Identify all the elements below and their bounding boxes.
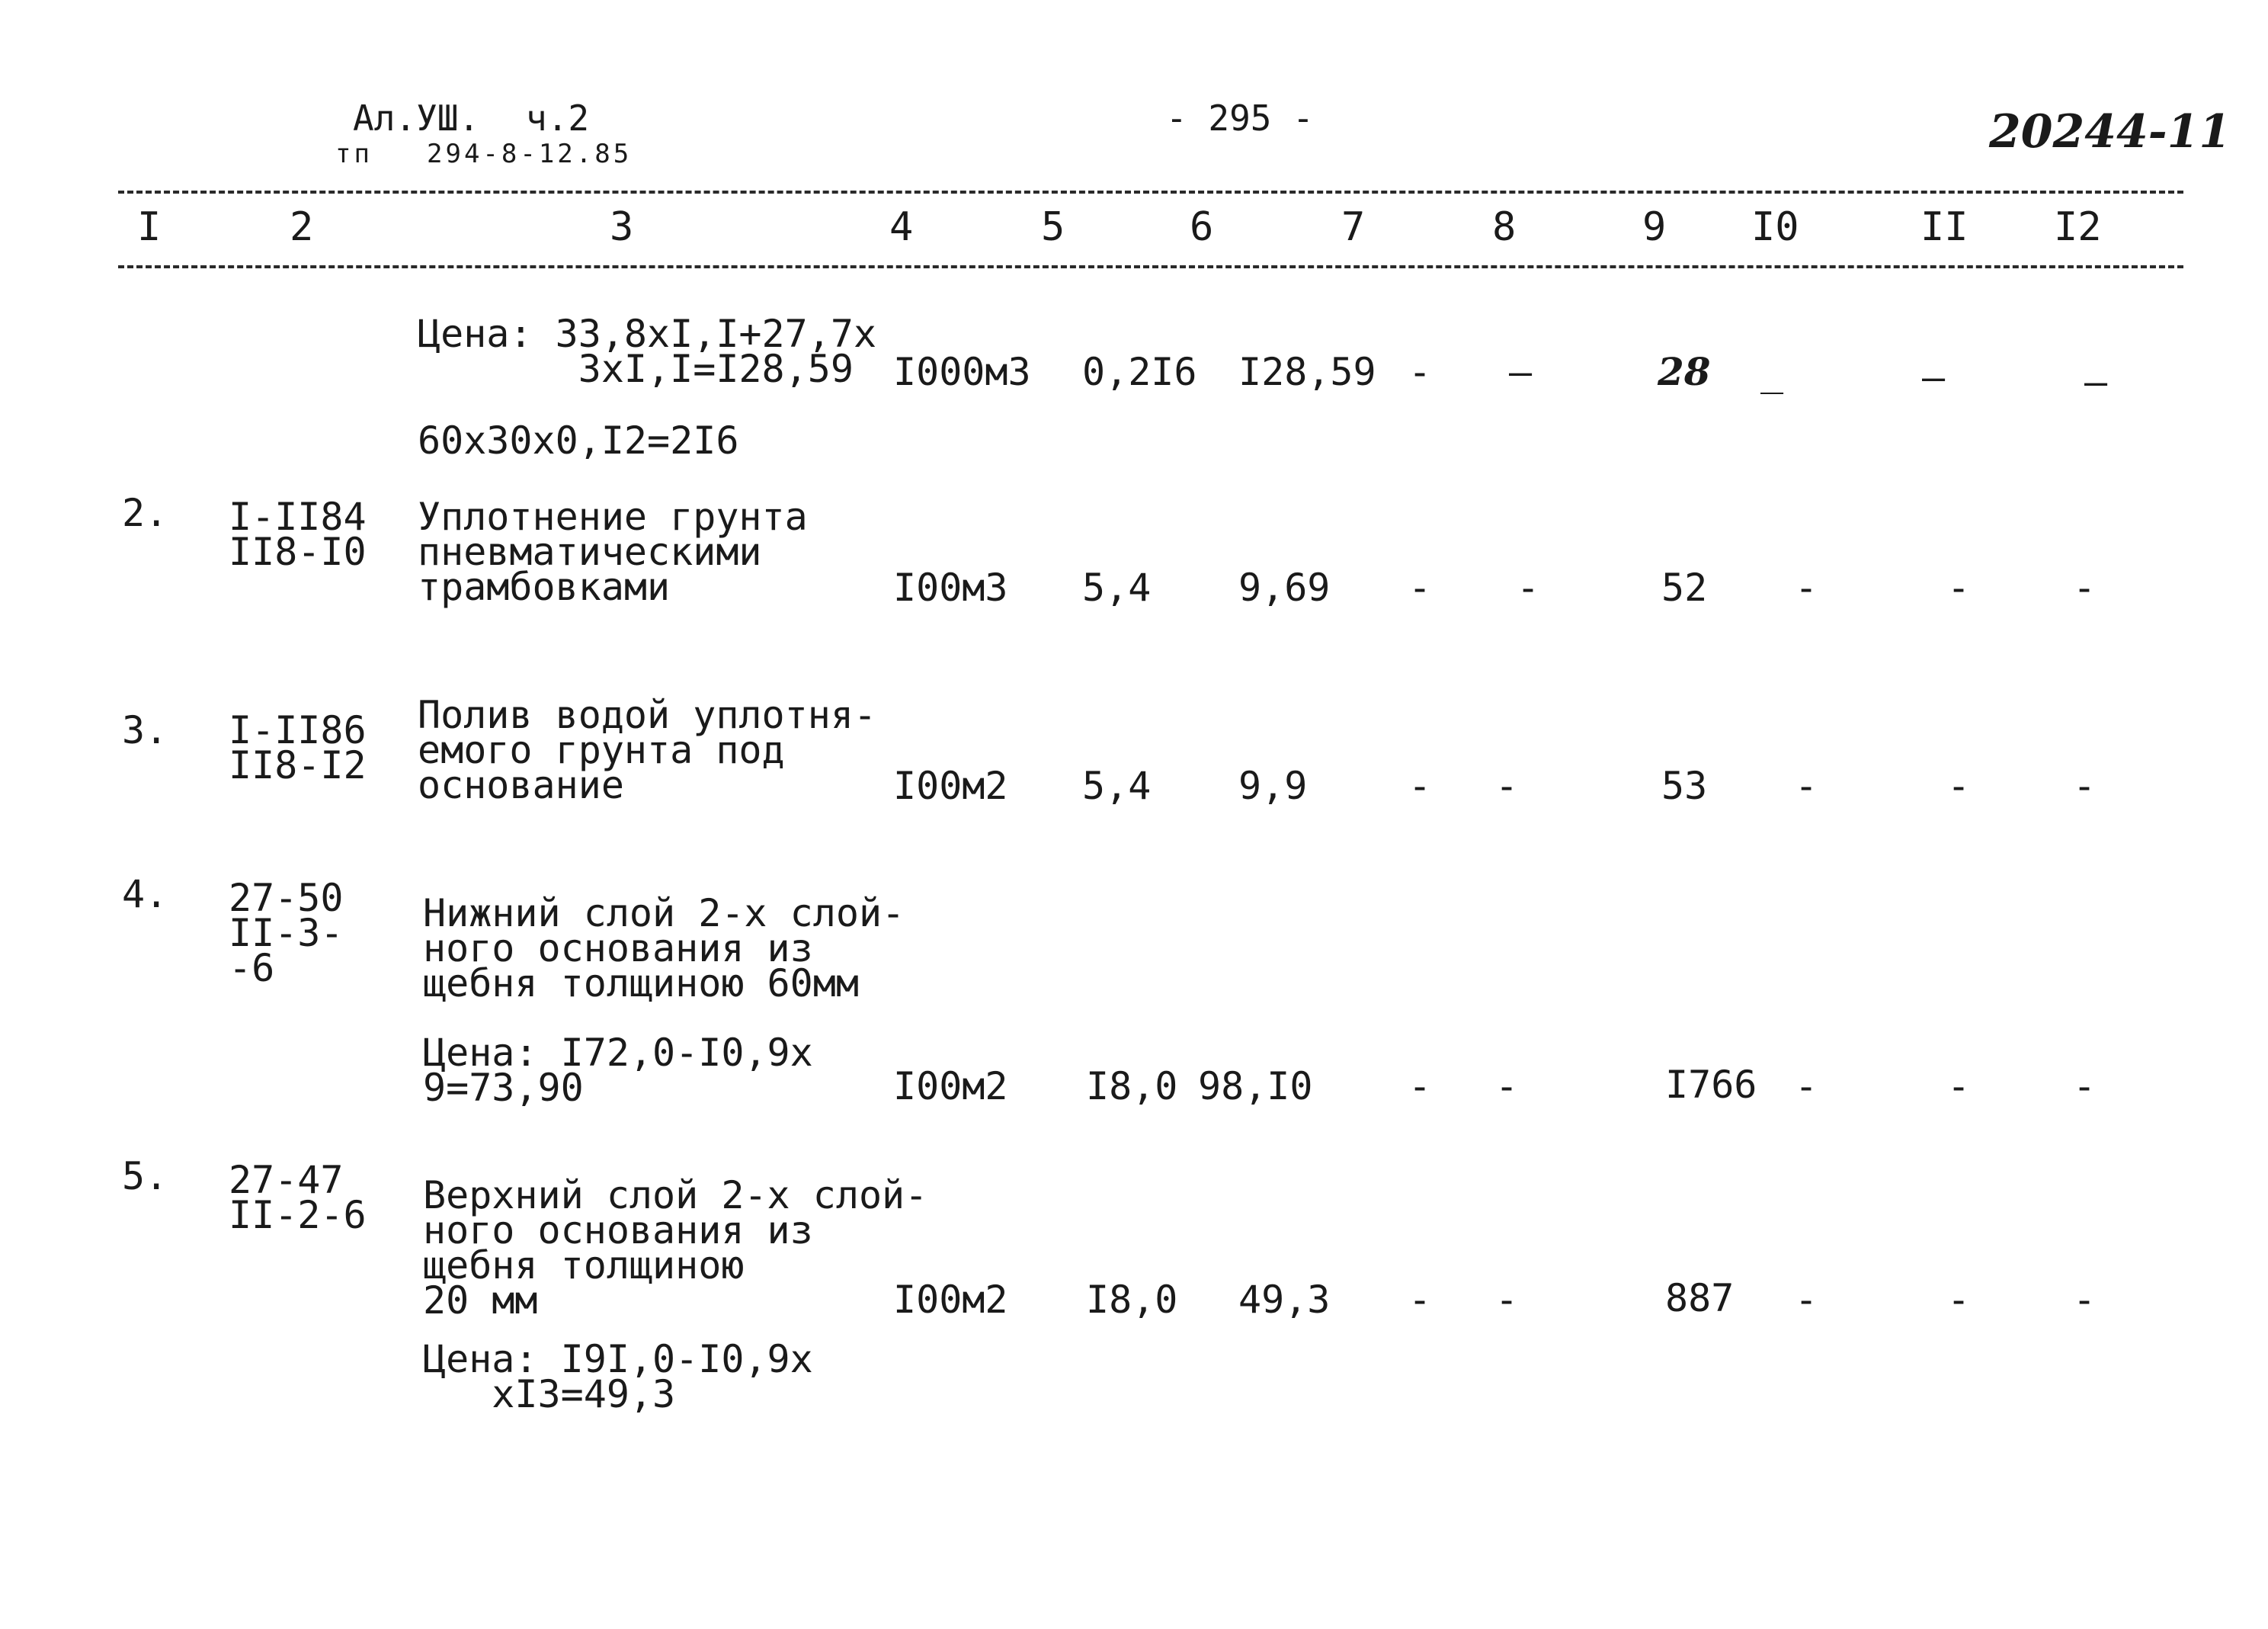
row4-c9: I766: [1665, 1063, 1757, 1107]
row1-c9: 28: [1658, 349, 1711, 394]
row2-c10: -: [1795, 566, 1818, 610]
col-header-5: 5: [1041, 204, 1065, 250]
col-header-7: 7: [1341, 204, 1366, 250]
col-header-1: I: [137, 204, 162, 250]
tp-label: тп: [335, 139, 373, 169]
row1-name: Цена: 33,8хI,I+27,7х 3хI,I=I28,59: [418, 312, 877, 391]
col-header-10: I0: [1751, 204, 1799, 250]
row1-qty: 0,2I6: [1082, 350, 1197, 394]
row3-unit: I00м2: [893, 764, 1008, 808]
row4-code: 27-50 II-3- -6: [229, 876, 344, 990]
row5-num: 5.: [122, 1154, 168, 1198]
row4-c10: -: [1795, 1064, 1818, 1108]
row4-num: 4.: [122, 872, 168, 916]
row1-c7: -: [1408, 350, 1432, 394]
row5-qty: I8,0: [1086, 1278, 1178, 1322]
row3-price: 9,9: [1238, 764, 1308, 808]
row3-num: 3.: [122, 708, 168, 752]
row1-price: I28,59: [1238, 350, 1376, 394]
row1-calc: 60х30х0,I2=2I6: [418, 418, 739, 463]
row1-c8: —: [1509, 350, 1533, 394]
row2-num: 2.: [122, 491, 168, 535]
header-bottom-rule: [118, 265, 2183, 268]
album-label: Ал.УШ.: [353, 98, 480, 139]
col-header-12: I2: [2054, 204, 2102, 250]
row2-code: I-II84 II8-I0: [229, 495, 367, 574]
row5-c12: -: [2073, 1278, 2097, 1322]
row4-qty: I8,0: [1086, 1064, 1178, 1108]
col-header-6: 6: [1190, 204, 1214, 250]
row4-name: Нижний слой 2-х слой- ного основания из щебня толщиною 60мм: [423, 891, 905, 1005]
row4-c12: -: [2073, 1064, 2097, 1108]
row4-unit: I00м2: [893, 1064, 1008, 1108]
col-header-9: 9: [1642, 204, 1667, 250]
row4-c7: -: [1408, 1064, 1432, 1108]
col-header-2: 2: [290, 204, 314, 250]
col-header-11: II: [1920, 204, 1968, 250]
row5-price: 49,3: [1238, 1278, 1331, 1322]
row3-c10: -: [1795, 764, 1818, 808]
row3-c8: -: [1495, 764, 1519, 808]
row5-name: Верхний слой 2-х слой- ного основания из щебня толщиною 20 мм: [423, 1173, 928, 1323]
row2-qty: 5,4: [1082, 566, 1152, 610]
row1-c11: —: [1922, 355, 1946, 399]
row5-c7: -: [1408, 1278, 1432, 1322]
row5-c10: -: [1795, 1278, 1818, 1322]
row2-price: 9,69: [1238, 566, 1331, 610]
row2-c11: -: [1947, 566, 1971, 610]
col-header-8: 8: [1492, 204, 1517, 250]
row4-price: 98,I0: [1198, 1064, 1313, 1108]
row5-unit: I00м2: [893, 1278, 1008, 1322]
row2-c9: 52: [1661, 566, 1708, 610]
header-top-rule: [118, 191, 2183, 194]
row2-c7: -: [1408, 566, 1432, 610]
row2-unit: I00м3: [893, 566, 1008, 610]
row3-name: Полив водой уплотня- емого грунта под основание: [418, 693, 877, 807]
row5-c9: 887: [1665, 1276, 1735, 1320]
page-number: - 295 -: [1166, 98, 1314, 139]
tp-number: 294-8-12.85: [427, 139, 633, 169]
row2-c12: -: [2073, 566, 2097, 610]
row3-code: I-II86 II8-I2: [229, 708, 367, 787]
row4-c8: -: [1495, 1064, 1519, 1108]
row2-name: Уплотнение грунта пневматическими трамбовками: [418, 495, 808, 609]
row5-c8: -: [1495, 1278, 1519, 1322]
row1-c12: —: [2084, 360, 2108, 404]
row3-c12: -: [2073, 764, 2097, 808]
col-header-3: 3: [610, 204, 634, 250]
row3-c11: -: [1947, 764, 1971, 808]
row2-c8: -: [1517, 566, 1540, 610]
row5-c11: -: [1947, 1278, 1971, 1322]
document-code: 20244-11: [1989, 105, 2231, 159]
row5-price-note: Цена: I9I,0-I0,9х хI3=49,3: [423, 1337, 813, 1416]
col-header-4: 4: [889, 204, 914, 250]
row3-c7: -: [1408, 764, 1432, 808]
row3-qty: 5,4: [1082, 764, 1152, 808]
row1-c10: _: [1760, 350, 1784, 394]
row3-c9: 53: [1661, 764, 1708, 808]
row5-code: 27-47 II-2-6: [229, 1158, 367, 1237]
row1-unit: I000м3: [893, 350, 1031, 394]
row4-price-note: Цена: I72,0-I0,9х 9=73,90: [423, 1031, 813, 1110]
part-label: ч.2: [526, 98, 590, 139]
row4-c11: -: [1947, 1064, 1971, 1108]
